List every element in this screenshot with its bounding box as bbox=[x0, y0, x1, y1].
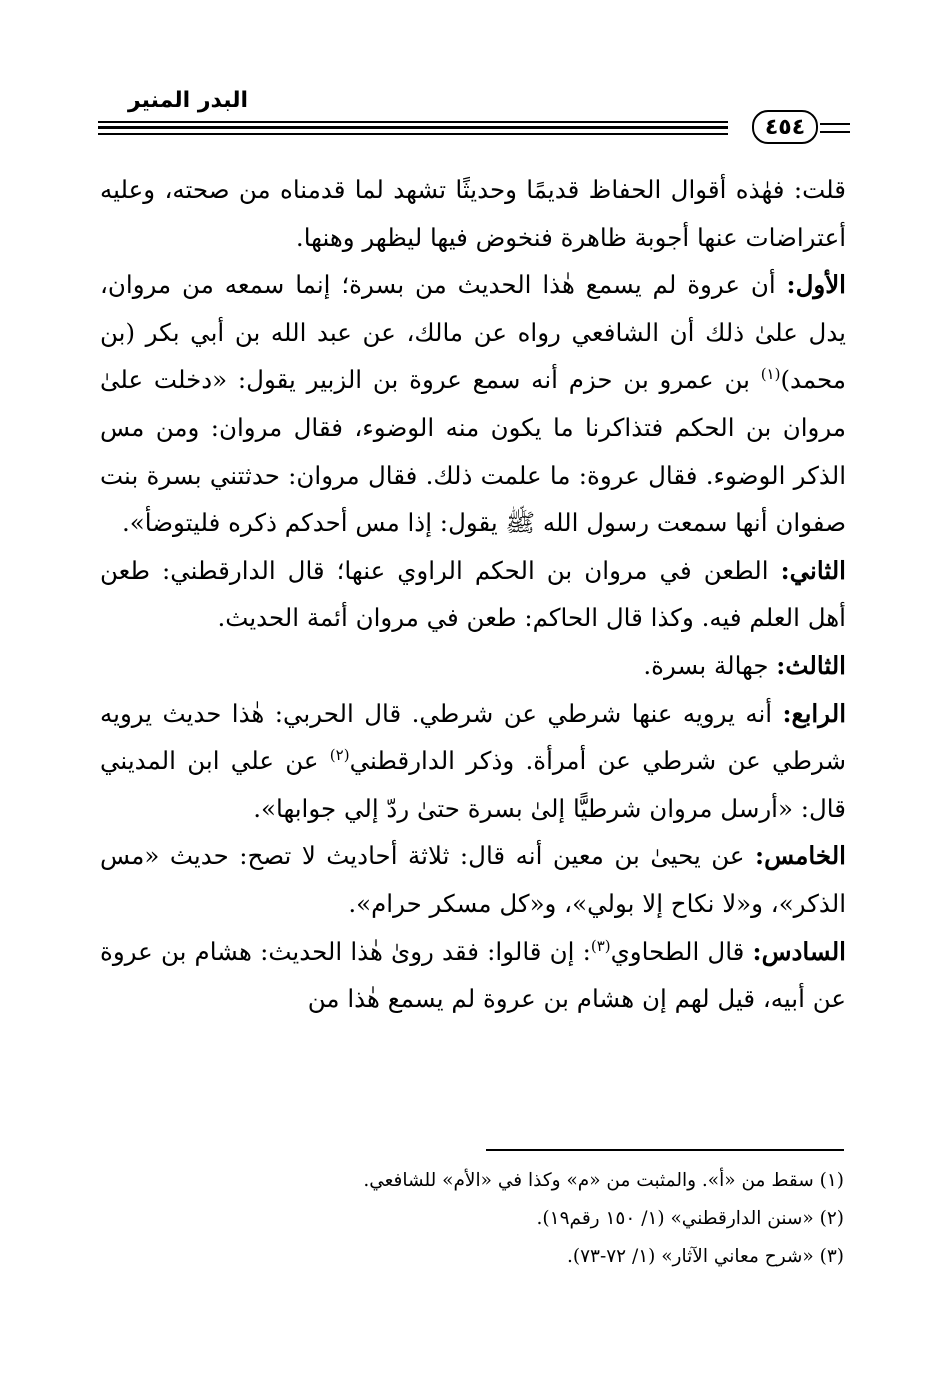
section-label: الثالث: bbox=[776, 650, 846, 680]
paragraph-text: أن عروة لم يسمع هٰذا الحديث من بسرة؛ إنما سمعه من مروان، يدل علىٰ ذلك أن الشافعي رواه عن مالك، عن عبد الله بن أبي بكر (بن محمد) bbox=[100, 270, 846, 395]
footnote: (٢) «سنن الدارقطني» (١/ ١٥٠ رقم١٩). bbox=[536, 1208, 844, 1229]
paragraph-text: : إن قالوا: فقد روىٰ هٰذا الحديث: هشام بن عروة عن أبيه، قيل لهم إن هشام بن عروة لم يسمع هٰذا من bbox=[100, 936, 846, 1014]
header-rule bbox=[98, 121, 728, 123]
paragraph bbox=[100, 547, 846, 642]
paragraph-text: الطعن في مروان بن الحكم الراوي عنها؛ قال الدارقطني: طعن أهل العلم فيه. وكذا قال الحاكم: طعن في مروان أئمة الحديث. bbox=[100, 555, 846, 633]
footnote-ref: (١) bbox=[760, 365, 781, 384]
paragraph-text: عن علي ابن المديني قال: «أرسل مروان شرطيًّا إلىٰ بسرة حتىٰ ردّ إلي جوابها». bbox=[100, 746, 846, 823]
header-ornament-line bbox=[820, 123, 850, 125]
paragraph bbox=[100, 261, 846, 547]
book-title: البدر المنير bbox=[128, 88, 249, 113]
section-label: الثاني: bbox=[780, 555, 846, 585]
section-label: الأول: bbox=[786, 270, 846, 300]
footnote-separator bbox=[486, 1149, 844, 1151]
section-label: الرابع: bbox=[782, 698, 846, 728]
paragraph-text: قال الطحاوي bbox=[610, 936, 753, 966]
footnotes bbox=[100, 1162, 844, 1276]
paragraph-text: قلت: فهٰذه أقوال الحفاظ قديمًا وحديثًا تشهد لما قدمناه من صحته، وعليه أعتراضات عنها أجوبة ظاهرة فنخوض فيها ليظهر وهنها. bbox=[100, 175, 846, 252]
page-number: ٤٥٤ bbox=[752, 110, 818, 144]
paragraph bbox=[100, 642, 846, 690]
section-label: الخامس: bbox=[755, 841, 846, 871]
paragraph bbox=[100, 690, 846, 833]
footnote: (١) سقط من «أ». والمثبت من «م» وكذا في «الأم» للشافعي. bbox=[363, 1170, 844, 1191]
paragraph bbox=[100, 166, 846, 261]
page-header bbox=[98, 86, 850, 150]
header-rule bbox=[98, 126, 728, 129]
paragraph-text: عن يحيىٰ بن معين أنه قال: ثلاثة أحاديث لا تصح: حديث «مس الذكر»، و«لا نكاح إلا بولي»، و«كل مسكر حرام». bbox=[100, 841, 846, 918]
section-label: السادس: bbox=[752, 936, 846, 966]
header-rule bbox=[98, 133, 728, 135]
main-text bbox=[100, 166, 846, 1023]
footnote: (٣) «شرح معاني الآثار» (١/ ٧٢-٧٣). bbox=[566, 1246, 844, 1267]
paragraph-text: أنه يرويه عنها شرطي عن شرطي. قال الحربي: هٰذا حديث يرويه شرطي عن شرطي عن أمرأة. وذكر الدارقطني bbox=[100, 698, 846, 776]
paragraph-text: جهالة بسرة. bbox=[643, 650, 777, 680]
footnote-ref: (٣) bbox=[590, 936, 611, 955]
paragraph bbox=[100, 928, 846, 1023]
paragraph bbox=[100, 832, 846, 927]
footnote-ref: (٢) bbox=[329, 745, 350, 764]
header-ornament-line bbox=[820, 131, 850, 133]
paragraph-text: بن عمرو بن حزم أنه سمع عروة بن الزبير يقول: «دخلت علىٰ مروان بن الحكم فتذاكرنا ما يكون منه الوضوء، فقال مروان: ومن مس الذكر الوضوء. فقال عروة: ما علمت ذلك. فقال مروان: حدثتني بسرة بنت صفوان أنها سمعت رسول الله ﷺ يقول: إذا مس أحدكم ذكره فليتوضأ». bbox=[100, 365, 846, 538]
